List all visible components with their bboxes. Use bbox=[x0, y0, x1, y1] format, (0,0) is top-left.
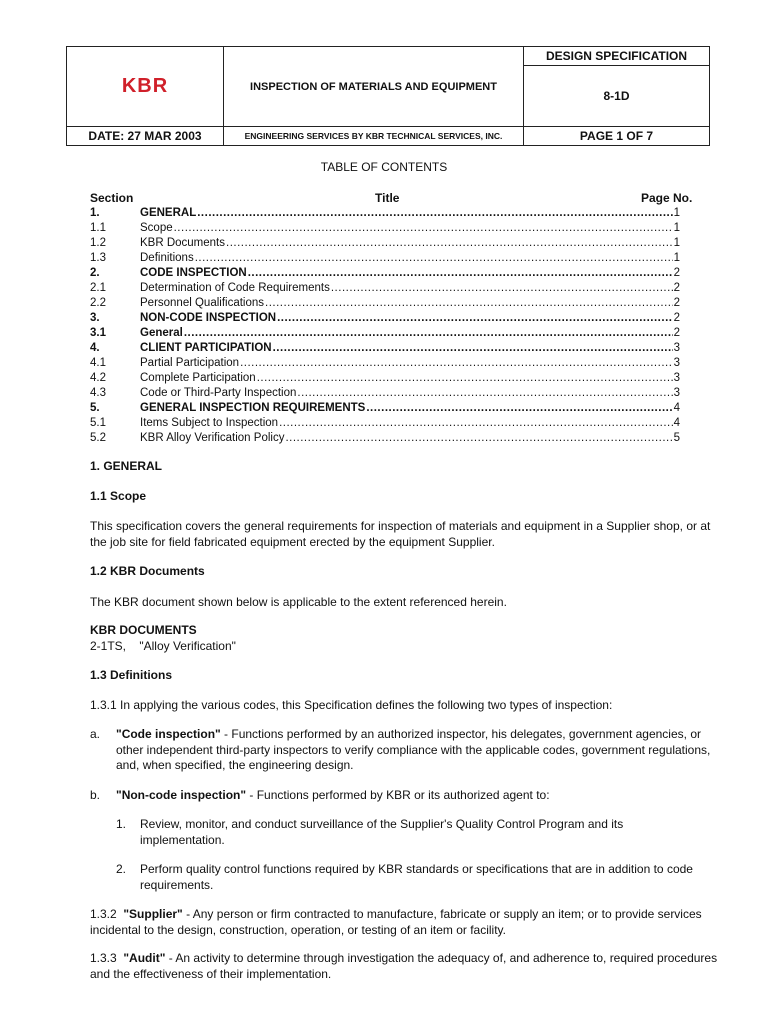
doc-title: INSPECTION OF MATERIALS AND EQUIPMENT bbox=[250, 80, 497, 93]
toc-dot-leader bbox=[184, 326, 673, 341]
toc-section-number: 5.1 bbox=[90, 417, 106, 429]
toc-section-number: 4.1 bbox=[90, 357, 106, 369]
toc-row bbox=[90, 206, 680, 221]
toc-page-number: 3 bbox=[673, 387, 680, 399]
doc-title-cell bbox=[224, 47, 523, 126]
toc-row bbox=[90, 266, 680, 281]
document-header bbox=[66, 46, 710, 146]
doc-date: DATE: 27 MAR 2003 bbox=[88, 129, 202, 143]
heading-definitions: 1.3 Definitions bbox=[90, 668, 173, 682]
toc-section-number: 3. bbox=[90, 312, 100, 324]
toc-entry-title: KBR Documents bbox=[140, 237, 226, 249]
toc-page-number: 3 bbox=[673, 342, 680, 354]
toc-page-number: 4 bbox=[673, 417, 680, 429]
spec-number-cell bbox=[524, 66, 709, 126]
toc-page-number: 1 bbox=[673, 252, 680, 264]
toc-section-number: 4.3 bbox=[90, 387, 106, 399]
toc-row bbox=[90, 296, 680, 311]
definitions-intro: 1.3.1 In applying the various codes, this Specification defines the following two types of inspection: bbox=[90, 698, 613, 712]
toc-section-number: 1. bbox=[90, 207, 100, 219]
toc-entry-title: Scope bbox=[140, 222, 173, 234]
toc-entry-title: Partial Participation bbox=[140, 357, 240, 369]
heading-general: 1. GENERAL bbox=[90, 459, 163, 473]
logo-cell bbox=[67, 47, 223, 126]
spec-label-cell bbox=[524, 47, 709, 65]
toc-dot-leader bbox=[257, 371, 673, 386]
toc-entry-title: Determination of Code Requirements bbox=[140, 282, 330, 294]
term-non-code-inspection: "Non-code inspection" bbox=[116, 788, 247, 802]
definition-text: - Functions performed by KBR or its authorized agent to: bbox=[246, 788, 550, 802]
toc-section-number: 4.2 bbox=[90, 372, 106, 384]
kbr-logo: KBR bbox=[121, 75, 169, 97]
non-code-item-2: Perform quality control functions required by KBR standards or specifications that are in addition to code requirements. bbox=[140, 862, 693, 892]
toc-page-number: 2 bbox=[673, 297, 680, 309]
term-supplier: "Supplier" bbox=[123, 907, 183, 921]
date-cell bbox=[67, 127, 223, 145]
clause-number: 1.3.2 bbox=[90, 907, 124, 921]
toc-section-number: 3.1 bbox=[90, 327, 106, 339]
toc-row bbox=[90, 356, 680, 371]
toc-dot-leader bbox=[366, 401, 672, 416]
clause-number: 1.3.3 bbox=[90, 951, 124, 965]
toc-col-page: Page No. bbox=[641, 191, 693, 205]
toc-page-number: 3 bbox=[673, 357, 680, 369]
toc-section-number: 2.2 bbox=[90, 297, 106, 309]
toc-page-number: 2 bbox=[673, 282, 680, 294]
definition-supplier bbox=[90, 907, 718, 938]
page-number: PAGE 1 OF 7 bbox=[579, 129, 654, 143]
toc-entry-title: NON-CODE INSPECTION bbox=[140, 312, 277, 324]
heading-kbr-documents: 1.2 KBR Documents bbox=[90, 564, 205, 578]
definition-non-code-inspection bbox=[116, 788, 720, 804]
non-code-item-1: Review, monitor, and conduct surveillance of the Supplier's Quality Control Program and its implementation. bbox=[140, 817, 624, 847]
toc-page-number: 1 bbox=[673, 207, 680, 219]
toc-row bbox=[90, 221, 680, 236]
toc-row bbox=[90, 416, 680, 431]
toc-row bbox=[90, 371, 680, 386]
definition-text: - Functions performed by an authorized inspector, his delegates, government agencies, or other independent third-party inspectors to verify compliance with the applicable codes, government regulations, and, when specified, the engineering design. bbox=[116, 727, 711, 772]
services-line: ENGINEERING SERVICES BY KBR TECHNICAL SERVICES, INC. bbox=[244, 131, 503, 141]
toc-entry-title: Code or Third-Party Inspection bbox=[140, 387, 297, 399]
toc-row bbox=[90, 281, 680, 296]
definition-text: - An activity to determine through investigation the adequacy of, and adherence to, required procedures and the effectiveness of their implementation. bbox=[90, 951, 718, 981]
toc-entry-title: Personnel Qualifications bbox=[140, 297, 265, 309]
toc-dot-leader bbox=[277, 311, 673, 326]
toc-entry-title: Complete Participation bbox=[140, 372, 256, 384]
toc-entry-title: CODE INSPECTION bbox=[140, 267, 247, 279]
toc-page-number: 3 bbox=[673, 372, 680, 384]
toc-page-number: 1 bbox=[673, 237, 680, 249]
toc-section-number: 2.1 bbox=[90, 282, 106, 294]
documents-paragraph: The KBR document shown below is applicable to the extent referenced herein. bbox=[90, 595, 507, 609]
toc-page-number: 1 bbox=[673, 222, 680, 234]
toc-page-number: 2 bbox=[673, 267, 680, 279]
toc-col-title: Title bbox=[375, 191, 400, 205]
toc-row bbox=[90, 401, 680, 416]
term-code-inspection: "Code inspection" bbox=[116, 727, 221, 741]
list-label-1: 1. bbox=[116, 817, 127, 831]
toc-row bbox=[90, 236, 680, 251]
toc-entry-title: General bbox=[140, 327, 183, 339]
definition-audit bbox=[90, 951, 718, 982]
toc-entry-title: GENERAL INSPECTION REQUIREMENTS bbox=[140, 402, 366, 414]
list-label-b: b. bbox=[90, 788, 101, 802]
toc-entry-title: CLIENT PARTICIPATION bbox=[140, 342, 272, 354]
services-cell bbox=[224, 127, 523, 145]
toc-dot-leader bbox=[226, 236, 673, 251]
toc-entry-title: KBR Alloy Verification Policy bbox=[140, 432, 285, 444]
toc-section-number: 5. bbox=[90, 402, 100, 414]
definition-code-inspection bbox=[116, 727, 720, 774]
spec-number: 8-1D bbox=[603, 89, 630, 103]
toc-page-number: 4 bbox=[673, 402, 680, 414]
scope-paragraph: This specification covers the general requirements for inspection of materials and equipment in a Supplier shop, or at the job site for field fabricated equipment erected by the equipment Supplier. bbox=[90, 519, 711, 549]
spec-label: DESIGN SPECIFICATION bbox=[545, 49, 688, 63]
heading-scope: 1.1 Scope bbox=[90, 489, 147, 503]
list-label-a: a. bbox=[90, 727, 101, 741]
toc-section-number: 2. bbox=[90, 267, 100, 279]
kbr-documents-item: 2-1TS, "Alloy Verification" bbox=[90, 639, 236, 653]
toc-section-number: 1.1 bbox=[90, 222, 106, 234]
toc-entry-title: Items Subject to Inspection bbox=[140, 417, 279, 429]
page-cell bbox=[524, 127, 709, 145]
toc-section-number: 1.2 bbox=[90, 237, 106, 249]
toc-row bbox=[90, 431, 680, 446]
toc-page-number: 2 bbox=[673, 312, 680, 324]
toc-section-number: 5.2 bbox=[90, 432, 106, 444]
toc-row bbox=[90, 386, 680, 401]
definition-text: - Any person or firm contracted to manufacture, fabricate or supply an item; or to provide services incidental to the design, construction, operation, or testing of an item or facility. bbox=[90, 907, 702, 937]
toc-dot-leader bbox=[197, 206, 672, 221]
toc-row bbox=[90, 341, 680, 356]
toc-entry-title: Definitions bbox=[140, 252, 194, 264]
toc-dot-leader bbox=[285, 431, 672, 446]
toc-row bbox=[90, 251, 680, 266]
toc-col-section: Section bbox=[90, 191, 134, 205]
toc-row bbox=[90, 326, 680, 341]
list-label-2: 2. bbox=[116, 862, 127, 876]
toc-row bbox=[90, 311, 680, 326]
toc-dot-leader bbox=[195, 251, 673, 266]
toc-page-number: 5 bbox=[673, 432, 680, 444]
term-audit: "Audit" bbox=[123, 951, 166, 965]
toc-page-number: 2 bbox=[673, 327, 680, 339]
toc-dot-leader bbox=[174, 221, 673, 236]
toc-entry-title: GENERAL bbox=[140, 207, 197, 219]
toc-list bbox=[90, 206, 680, 446]
kbr-documents-label: KBR DOCUMENTS bbox=[90, 623, 197, 637]
toc-dot-leader bbox=[248, 266, 673, 281]
toc-section-number: 1.3 bbox=[90, 252, 106, 264]
toc-dot-leader bbox=[331, 281, 673, 296]
toc-dot-leader bbox=[240, 356, 673, 371]
toc-dot-leader bbox=[297, 386, 672, 401]
toc-section-number: 4. bbox=[90, 342, 100, 354]
toc-dot-leader bbox=[279, 416, 673, 431]
toc-title: TABLE OF CONTENTS bbox=[320, 160, 448, 174]
toc-dot-leader bbox=[273, 341, 673, 356]
toc-dot-leader bbox=[265, 296, 673, 311]
